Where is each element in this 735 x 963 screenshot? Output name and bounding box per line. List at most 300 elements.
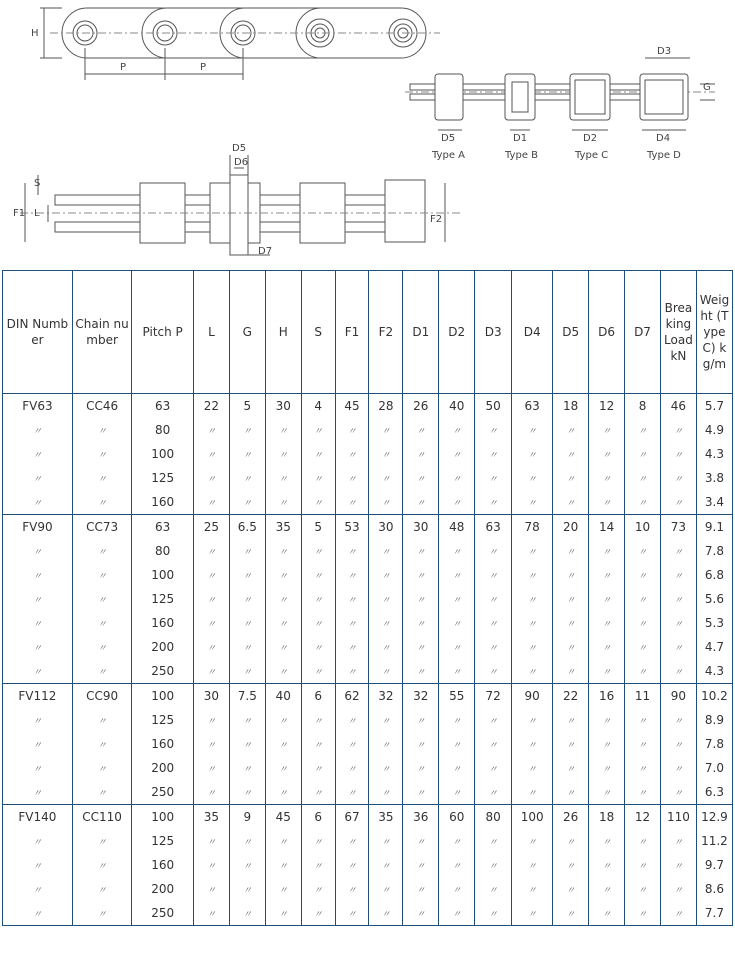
- table-cell: 〃: [72, 611, 132, 635]
- table-cell: 〃: [301, 563, 335, 587]
- table-cell: 〃: [265, 563, 301, 587]
- table-row: [3, 635, 733, 659]
- table-cell: 〃: [72, 466, 132, 490]
- table-cell: 〃: [512, 635, 553, 659]
- table-cell: 〃: [229, 587, 265, 611]
- table-cell: 〃: [553, 466, 589, 490]
- table-cell: 〃: [265, 708, 301, 732]
- table-cell: 18: [589, 805, 625, 830]
- column-header: F1: [335, 271, 369, 394]
- table-cell: 46: [660, 394, 696, 419]
- table-cell: 〃: [335, 418, 369, 442]
- type-c-label: Type C: [575, 150, 609, 161]
- table-cell: 〃: [439, 611, 475, 635]
- table-cell: 〃: [512, 756, 553, 780]
- table-cell: 〃: [589, 635, 625, 659]
- table-cell: 5: [229, 394, 265, 419]
- table-cell: 〃: [439, 418, 475, 442]
- table-cell: 〃: [625, 587, 661, 611]
- table-header-row: [3, 271, 733, 394]
- table-cell: 〃: [660, 466, 696, 490]
- table-cell: 〃: [3, 829, 73, 853]
- table-cell: 〃: [660, 853, 696, 877]
- table-cell: 〃: [335, 853, 369, 877]
- table-cell: 〃: [72, 563, 132, 587]
- table-cell: 〃: [660, 418, 696, 442]
- table-row: [3, 732, 733, 756]
- table-cell: 60: [439, 805, 475, 830]
- table-cell: 〃: [72, 418, 132, 442]
- table-cell: 26: [403, 394, 439, 419]
- table-cell: 22: [193, 394, 229, 419]
- table-cell: 〃: [660, 635, 696, 659]
- table-cell: 〃: [72, 539, 132, 563]
- table-cell: 〃: [193, 708, 229, 732]
- column-header: D2: [439, 271, 475, 394]
- table-cell: 〃: [265, 901, 301, 926]
- table-row: [3, 708, 733, 732]
- column-header: D7: [625, 271, 661, 394]
- table-cell: 〃: [335, 659, 369, 684]
- table-cell: 32: [403, 684, 439, 709]
- chain-spec-table: [2, 270, 733, 926]
- dim-label-D5: D5: [441, 133, 456, 144]
- table-cell: 〃: [475, 732, 512, 756]
- table-cell: 〃: [625, 466, 661, 490]
- table-cell: 11: [625, 684, 661, 709]
- type-b-label: Type B: [505, 150, 539, 161]
- column-header: S: [301, 271, 335, 394]
- table-cell: 4.7: [696, 635, 732, 659]
- table-cell: 10: [625, 515, 661, 540]
- table-cell: 〃: [3, 853, 73, 877]
- table-cell: 25: [193, 515, 229, 540]
- table-cell: 〃: [72, 587, 132, 611]
- table-cell: 〃: [439, 829, 475, 853]
- table-cell: 〃: [403, 732, 439, 756]
- table-cell: 〃: [265, 829, 301, 853]
- table-row: [3, 394, 733, 419]
- table-cell: 〃: [625, 877, 661, 901]
- type-a-label: Type A: [432, 150, 465, 161]
- table-cell: 〃: [625, 611, 661, 635]
- table-row: [3, 418, 733, 442]
- table-cell: 〃: [660, 732, 696, 756]
- table-cell: 〃: [193, 901, 229, 926]
- table-cell: 100: [132, 684, 194, 709]
- table-cell: 90: [512, 684, 553, 709]
- table-cell: 〃: [193, 780, 229, 805]
- table-cell: 5.6: [696, 587, 732, 611]
- column-header: D1: [403, 271, 439, 394]
- table-cell: 22: [553, 684, 589, 709]
- table-cell: 〃: [369, 829, 403, 853]
- table-cell: 8.6: [696, 877, 732, 901]
- table-cell: 〃: [403, 442, 439, 466]
- table-cell: 〃: [265, 442, 301, 466]
- table-cell: 〃: [660, 442, 696, 466]
- table-cell: 〃: [403, 659, 439, 684]
- column-header: Chain number: [72, 271, 132, 394]
- table-cell: 12.9: [696, 805, 732, 830]
- table-cell: 5.3: [696, 611, 732, 635]
- table-cell: 14: [589, 515, 625, 540]
- table-cell: 〃: [553, 563, 589, 587]
- table-cell: 〃: [3, 877, 73, 901]
- table-cell: 9.7: [696, 853, 732, 877]
- table-cell: FV140: [3, 805, 73, 830]
- table-cell: 125: [132, 466, 194, 490]
- table-cell: 〃: [229, 853, 265, 877]
- table-cell: 〃: [512, 442, 553, 466]
- table-row: [3, 659, 733, 684]
- table-cell: 〃: [72, 780, 132, 805]
- table-cell: 〃: [660, 829, 696, 853]
- table-cell: 〃: [193, 877, 229, 901]
- table-cell: 〃: [403, 756, 439, 780]
- dim-label-L: L: [34, 208, 40, 219]
- table-cell: 〃: [193, 563, 229, 587]
- table-cell: 12: [589, 394, 625, 419]
- table-cell: 〃: [335, 611, 369, 635]
- table-cell: 〃: [625, 635, 661, 659]
- table-cell: 〃: [403, 635, 439, 659]
- table-cell: 〃: [512, 563, 553, 587]
- table-cell: 〃: [403, 490, 439, 515]
- table-cell: 26: [553, 805, 589, 830]
- table-cell: 〃: [512, 853, 553, 877]
- dim-label-P2: P: [200, 62, 207, 73]
- table-cell: 〃: [229, 442, 265, 466]
- table-cell: 〃: [475, 708, 512, 732]
- table-cell: 〃: [625, 708, 661, 732]
- table-cell: 〃: [72, 829, 132, 853]
- table-cell: 〃: [589, 466, 625, 490]
- table-cell: 〃: [403, 708, 439, 732]
- table-cell: 〃: [553, 539, 589, 563]
- table-cell: 〃: [72, 490, 132, 515]
- table-cell: 〃: [193, 418, 229, 442]
- table-cell: 〃: [335, 756, 369, 780]
- table-cell: 〃: [229, 563, 265, 587]
- table-cell: 〃: [301, 442, 335, 466]
- table-cell: 〃: [335, 635, 369, 659]
- column-header: Breaking Load kN: [660, 271, 696, 394]
- table-cell: 250: [132, 901, 194, 926]
- table-cell: 〃: [475, 442, 512, 466]
- table-cell: 〃: [553, 490, 589, 515]
- table-cell: 〃: [229, 659, 265, 684]
- table-cell: 〃: [335, 587, 369, 611]
- table-cell: 〃: [193, 829, 229, 853]
- table-row: [3, 829, 733, 853]
- table-cell: 〃: [369, 732, 403, 756]
- table-cell: 〃: [439, 659, 475, 684]
- table-cell: 7.5: [229, 684, 265, 709]
- table-cell: 〃: [72, 732, 132, 756]
- dim-label-D7: D7: [258, 246, 273, 257]
- table-cell: 〃: [475, 563, 512, 587]
- table-cell: 100: [132, 442, 194, 466]
- table-cell: 〃: [439, 708, 475, 732]
- table-cell: 〃: [335, 877, 369, 901]
- table-cell: 160: [132, 611, 194, 635]
- table-cell: 〃: [301, 877, 335, 901]
- table-cell: 7.0: [696, 756, 732, 780]
- table-cell: 62: [335, 684, 369, 709]
- table-cell: 〃: [265, 418, 301, 442]
- table-cell: 〃: [301, 901, 335, 926]
- table-cell: 6.8: [696, 563, 732, 587]
- table-cell: 8: [625, 394, 661, 419]
- table-cell: 〃: [369, 442, 403, 466]
- table-cell: 〃: [439, 563, 475, 587]
- table-cell: 7.7: [696, 901, 732, 926]
- table-cell: 〃: [512, 901, 553, 926]
- table-cell: 〃: [229, 708, 265, 732]
- table-cell: 〃: [439, 732, 475, 756]
- table-cell: 〃: [3, 635, 73, 659]
- table-cell: 〃: [403, 780, 439, 805]
- table-cell: 〃: [403, 563, 439, 587]
- table-cell: 9.1: [696, 515, 732, 540]
- table-cell: 〃: [553, 732, 589, 756]
- table-cell: 〃: [625, 442, 661, 466]
- table-cell: 5.7: [696, 394, 732, 419]
- table-cell: 40: [265, 684, 301, 709]
- table-cell: 〃: [625, 539, 661, 563]
- table-cell: 〃: [335, 829, 369, 853]
- table-cell: 〃: [72, 708, 132, 732]
- table-cell: 〃: [512, 466, 553, 490]
- table-cell: 〃: [439, 490, 475, 515]
- table-cell: 〃: [369, 418, 403, 442]
- table-cell: 〃: [439, 901, 475, 926]
- table-cell: 〃: [301, 708, 335, 732]
- table-row: [3, 901, 733, 926]
- table-cell: 〃: [335, 539, 369, 563]
- table-cell: 〃: [229, 877, 265, 901]
- table-cell: 63: [132, 394, 194, 419]
- table-cell: 〃: [193, 466, 229, 490]
- table-cell: 〃: [265, 732, 301, 756]
- table-cell: 4.3: [696, 659, 732, 684]
- table-cell: 5: [301, 515, 335, 540]
- table-cell: 〃: [265, 756, 301, 780]
- table-cell: 〃: [193, 442, 229, 466]
- table-cell: 160: [132, 732, 194, 756]
- table-cell: 〃: [301, 587, 335, 611]
- table-row: [3, 853, 733, 877]
- table-cell: 〃: [301, 780, 335, 805]
- column-header: Pitch P: [132, 271, 194, 394]
- table-cell: 〃: [589, 539, 625, 563]
- table-cell: 110: [660, 805, 696, 830]
- table-cell: 〃: [625, 829, 661, 853]
- table-cell: 〃: [512, 587, 553, 611]
- table-cell: 〃: [335, 708, 369, 732]
- table-cell: 〃: [512, 659, 553, 684]
- table-cell: 〃: [553, 418, 589, 442]
- table-cell: 55: [439, 684, 475, 709]
- table-cell: 〃: [229, 829, 265, 853]
- table-cell: FV90: [3, 515, 73, 540]
- table-cell: 73: [660, 515, 696, 540]
- table-cell: 〃: [3, 563, 73, 587]
- table-cell: 9: [229, 805, 265, 830]
- table-cell: 6: [301, 684, 335, 709]
- table-cell: 100: [132, 563, 194, 587]
- table-cell: 〃: [72, 901, 132, 926]
- table-cell: 〃: [589, 756, 625, 780]
- table-cell: 〃: [72, 442, 132, 466]
- table-cell: 200: [132, 877, 194, 901]
- table-cell: 〃: [589, 418, 625, 442]
- dim-label-S: S: [34, 178, 41, 189]
- column-header: D5: [553, 271, 589, 394]
- table-cell: 〃: [660, 708, 696, 732]
- table-cell: 67: [335, 805, 369, 830]
- column-header: D6: [589, 271, 625, 394]
- table-cell: 〃: [660, 659, 696, 684]
- column-header: H: [265, 271, 301, 394]
- table-cell: 〃: [660, 490, 696, 515]
- table-cell: 〃: [301, 659, 335, 684]
- table-cell: 〃: [439, 853, 475, 877]
- table-cell: 〃: [369, 756, 403, 780]
- table-cell: CC46: [72, 394, 132, 419]
- table-cell: 〃: [512, 490, 553, 515]
- table-cell: 〃: [265, 877, 301, 901]
- table-cell: 35: [193, 805, 229, 830]
- table-cell: 〃: [335, 901, 369, 926]
- table-cell: 4.9: [696, 418, 732, 442]
- table-cell: 〃: [660, 901, 696, 926]
- table-cell: 〃: [475, 780, 512, 805]
- table-cell: 〃: [660, 756, 696, 780]
- table-cell: 〃: [512, 732, 553, 756]
- table-cell: 35: [369, 805, 403, 830]
- table-cell: 〃: [512, 708, 553, 732]
- table-cell: 〃: [589, 780, 625, 805]
- table-cell: 〃: [335, 442, 369, 466]
- table-cell: 〃: [193, 732, 229, 756]
- chain-side-view: [20, 155, 460, 255]
- dim-label-F2: F2: [430, 214, 443, 225]
- dim-label-D6: D6: [234, 157, 249, 168]
- table-row: [3, 611, 733, 635]
- table-cell: 160: [132, 853, 194, 877]
- table-cell: 〃: [193, 490, 229, 515]
- table-cell: 〃: [475, 490, 512, 515]
- table-cell: 〃: [369, 708, 403, 732]
- table-cell: 〃: [589, 587, 625, 611]
- table-cell: 〃: [403, 829, 439, 853]
- table-cell: 〃: [625, 780, 661, 805]
- table-cell: 〃: [589, 490, 625, 515]
- table-cell: 10.2: [696, 684, 732, 709]
- table-cell: 〃: [553, 756, 589, 780]
- table-cell: 〃: [589, 659, 625, 684]
- table-cell: 〃: [475, 539, 512, 563]
- table-cell: 〃: [589, 611, 625, 635]
- dim-label-D3: D3: [657, 46, 672, 57]
- table-cell: 〃: [229, 466, 265, 490]
- table-cell: 〃: [335, 563, 369, 587]
- table-row: [3, 756, 733, 780]
- table-cell: 28: [369, 394, 403, 419]
- table-cell: 40: [439, 394, 475, 419]
- table-cell: 7.8: [696, 732, 732, 756]
- table-cell: 〃: [265, 466, 301, 490]
- table-cell: 80: [475, 805, 512, 830]
- table-cell: 〃: [265, 780, 301, 805]
- table-cell: 3.4: [696, 490, 732, 515]
- table-cell: 〃: [660, 611, 696, 635]
- table-cell: 〃: [660, 877, 696, 901]
- table-row: [3, 877, 733, 901]
- table-cell: 30: [193, 684, 229, 709]
- table-cell: 200: [132, 756, 194, 780]
- table-cell: 〃: [301, 490, 335, 515]
- table-cell: 〃: [193, 659, 229, 684]
- table-cell: 〃: [3, 611, 73, 635]
- table-cell: 〃: [439, 587, 475, 611]
- table-cell: 〃: [475, 466, 512, 490]
- column-header: Weight (Type C) kg/m: [696, 271, 732, 394]
- table-cell: 〃: [193, 756, 229, 780]
- table-cell: 63: [512, 394, 553, 419]
- table-cell: 〃: [553, 877, 589, 901]
- table-cell: 〃: [3, 587, 73, 611]
- table-cell: 90: [660, 684, 696, 709]
- table-cell: 〃: [193, 587, 229, 611]
- table-cell: 〃: [3, 901, 73, 926]
- table-cell: 〃: [589, 708, 625, 732]
- table-cell: 〃: [265, 659, 301, 684]
- table-cell: 〃: [301, 418, 335, 442]
- table-cell: 6: [301, 805, 335, 830]
- table-cell: CC73: [72, 515, 132, 540]
- table-cell: 〃: [403, 611, 439, 635]
- table-cell: 〃: [3, 418, 73, 442]
- table-cell: 〃: [660, 587, 696, 611]
- table-cell: 〃: [475, 829, 512, 853]
- roller-types-view: [405, 58, 715, 130]
- table-cell: 〃: [3, 442, 73, 466]
- dim-label-D5-side: D5: [232, 143, 247, 154]
- table-cell: 〃: [403, 853, 439, 877]
- table-cell: 〃: [72, 853, 132, 877]
- table-cell: 〃: [660, 780, 696, 805]
- table-cell: 50: [475, 394, 512, 419]
- table-cell: 125: [132, 587, 194, 611]
- table-cell: 〃: [589, 563, 625, 587]
- table-cell: 125: [132, 708, 194, 732]
- chain-top-view: [40, 8, 440, 80]
- table-row: [3, 780, 733, 805]
- table-cell: 〃: [625, 901, 661, 926]
- table-cell: 〃: [301, 756, 335, 780]
- table-cell: 〃: [589, 829, 625, 853]
- table-cell: 〃: [553, 587, 589, 611]
- table-cell: 200: [132, 635, 194, 659]
- table-row: [3, 442, 733, 466]
- table-cell: 〃: [229, 732, 265, 756]
- table-cell: 〃: [439, 877, 475, 901]
- table-cell: 16: [589, 684, 625, 709]
- dim-label-D2: D2: [583, 133, 598, 144]
